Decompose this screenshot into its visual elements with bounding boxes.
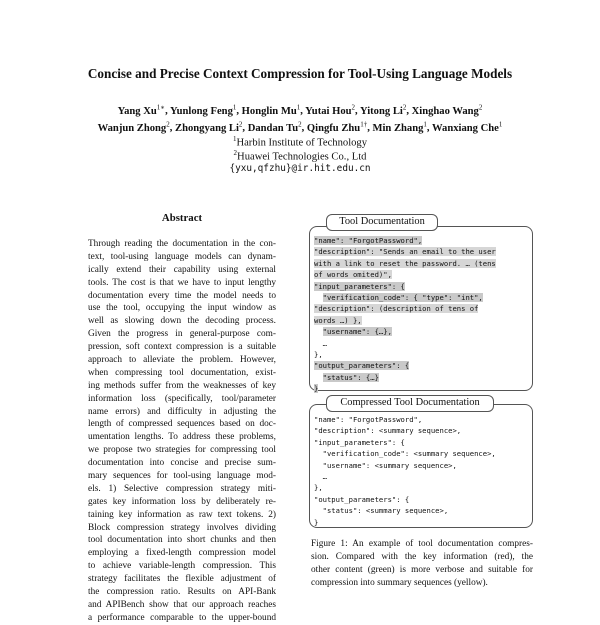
author — [175, 120, 243, 134]
compressed-code-line: } — [314, 517, 319, 527]
abstract-line: ing methods suffer from the weaknesses of key — [88, 380, 276, 391]
verbose-content-span: words …) }, — [314, 315, 362, 325]
compressed-code-line: … — [314, 471, 327, 481]
author — [241, 103, 301, 117]
code-span — [314, 293, 323, 302]
author-affiliation-marker: 2 — [238, 120, 243, 128]
paper-title: Concise and Precise Context Compression for Tool-Using Language Models — [87, 66, 513, 81]
abstract-line: employing a fixed-length compression model — [88, 548, 276, 559]
code-span — [314, 373, 323, 382]
author — [411, 103, 483, 117]
compressed-code-line: "username": <summary sequence>, — [314, 460, 457, 470]
abstract-line: the compression ratio. Results on API-Bank — [88, 587, 276, 598]
abstract-line: use the tool, occupying the input window as — [88, 303, 276, 314]
code-span: }, — [314, 349, 323, 359]
author-affiliation-marker: 1 — [498, 120, 503, 128]
author-name: Dandan Tu — [247, 122, 299, 134]
compressed-code-line: "verification_code": <summary sequence>, — [314, 449, 496, 459]
compressed-documentation-code — [314, 414, 496, 528]
author — [305, 103, 356, 117]
author-affiliation-marker: 2 — [478, 103, 483, 111]
verbose-content-span: of words omited)", — [314, 270, 392, 280]
author-name: Yunlong Feng — [169, 105, 233, 117]
author-affiliation-marker: 1 — [423, 120, 427, 128]
abstract-line: and APIBench show that our approach reaches — [88, 599, 276, 610]
key-info-span: "username": {…}, — [322, 327, 392, 337]
author — [372, 120, 427, 134]
caption-line: Figure 1: An example of tool documentation compres- — [311, 539, 533, 549]
author-affiliation-marker: 1 — [296, 103, 301, 111]
abstract-line: text, tool-using language models can dynam- — [88, 251, 276, 262]
abstract-heading: Abstract — [161, 212, 203, 224]
author — [247, 120, 302, 134]
code-span — [314, 327, 323, 336]
author-affiliation-marker: 2 — [298, 120, 302, 128]
abstract-line: tool documentation into short chunks and then — [88, 535, 276, 546]
abstract-body — [88, 238, 276, 625]
abstract-line: Given the progress in general-purpose com- — [88, 329, 276, 340]
abstract-line: name errors) and difficulty in adjusting the — [88, 406, 276, 417]
code-line — [314, 360, 496, 371]
affiliation-2-marker: 2 — [233, 149, 238, 157]
author — [306, 120, 368, 134]
code-line — [314, 292, 496, 303]
abstract-line: gates key information loss by deliberately re- — [88, 496, 276, 507]
abstract-line: els. 1) Selective compression strategy miti- — [88, 483, 276, 494]
author-name: Xinghao Wang — [411, 105, 479, 117]
key-info-span: "output_parameters": { — [314, 361, 410, 371]
abstract-line: we propose two strategies for compressing tool — [88, 445, 276, 456]
compressed-code-line: "input_parameters": { — [314, 437, 405, 447]
abstract-line: Through reading the documentation in the con- — [88, 239, 276, 249]
author-name: Wanjun Zhong — [97, 122, 167, 134]
abstract-line: mary sequences for tool-using language mod- — [88, 471, 276, 482]
code-line — [314, 235, 496, 246]
abstract-line: length of compressed sequences based on doc- — [88, 419, 276, 430]
code-line — [314, 372, 496, 383]
figure-caption — [311, 538, 533, 590]
author-affiliation-marker: 1∗ — [156, 103, 166, 111]
author — [97, 120, 170, 134]
caption-line: other content (green) is more verbose and suitable for — [311, 564, 533, 575]
author-name: Honglin Mu — [241, 105, 297, 117]
author — [359, 103, 407, 117]
affiliation-1 — [0, 135, 600, 149]
abstract-line: to achieve variable-length compression. This — [88, 561, 276, 572]
code-line — [314, 258, 496, 269]
abstract-line: umentation lengths. To address these problems, — [88, 432, 276, 443]
author-affiliation-marker: 2 — [166, 120, 170, 128]
abstract-line: tools. The cost is that we have to input lengthy — [88, 277, 276, 288]
key-info-span: "input_parameters": { — [314, 281, 405, 291]
tool-documentation-title: Tool Documentation — [326, 214, 438, 231]
key-info-span: } — [314, 384, 319, 394]
author — [169, 103, 237, 117]
abstract-line: well as slowing down the decoding process. — [88, 316, 276, 327]
author — [432, 120, 503, 134]
abstract-line: approach to alleviate the problem. However, — [88, 355, 276, 366]
author-name: Wanxiang Che — [432, 122, 499, 134]
author-affiliation-marker: 1 — [232, 103, 237, 111]
abstract-line: pression, soft context compression is a suitable — [88, 342, 276, 353]
affiliation-1-text: Harbin Institute of Technology — [236, 137, 368, 149]
key-info-span: "status": {…} — [322, 372, 379, 382]
code-line — [314, 303, 496, 314]
key-info-span: "name": "ForgotPassword", — [314, 236, 423, 245]
abstract-line: when compressing tool documentation, exist- — [88, 367, 276, 378]
author-name: Zhongyang Li — [175, 122, 239, 134]
compressed-code-line: "status": <summary sequence>, — [314, 506, 449, 516]
code-line — [314, 349, 496, 360]
author-affiliation-marker: 2 — [351, 103, 356, 111]
abstract-line: ically extend their capability using external — [88, 264, 276, 275]
code-line — [314, 338, 496, 349]
author-affiliation-marker: 2 — [402, 103, 407, 111]
code-line — [314, 269, 496, 280]
author-name: Yang Xu — [117, 105, 157, 117]
abstract-line: strategy facilitates the flexible adjustment of — [88, 574, 276, 585]
code-line — [314, 326, 496, 337]
affiliation-1-marker: 1 — [232, 135, 237, 143]
compressed-code-line: "description": <summary sequence>, — [314, 426, 462, 436]
verbose-content-span: "description": (description of tens of — [314, 304, 479, 314]
author-email: {yxu,qfzhu}@ir.hit.edu.cn — [229, 163, 371, 174]
compressed-code-line: }, — [314, 483, 323, 493]
compressed-code-line: "name": "ForgotPassword", — [314, 415, 423, 424]
verbose-content-span: with a link to reset the password. … (tens — [314, 258, 496, 268]
caption-line: sion. Compared with the key information (red), the — [311, 551, 533, 562]
code-span: … — [314, 338, 327, 348]
code-line — [314, 315, 496, 326]
compressed-documentation-title: Compressed Tool Documentation — [326, 395, 494, 412]
author-name: Qingfu Zhu — [306, 122, 361, 134]
abstract-line: documentation every time the model needs to — [88, 290, 276, 301]
compressed-code-line: "output_parameters": { — [314, 494, 410, 504]
abstract-line: information loss (specifically, tool/parameter — [88, 393, 276, 404]
tool-documentation-code — [314, 235, 496, 394]
key-info-span: "verification_code": { "type": "int", — [322, 292, 483, 302]
abstract-line: taining key information as raw text tokens. 2) — [88, 509, 276, 520]
author-name: Yutai Hou — [305, 105, 352, 117]
abstract-line: Block compression strategy involves dividing — [88, 522, 276, 533]
abstract-line: documentation into concise and precise sum- — [88, 458, 276, 469]
author-name: Min Zhang — [372, 122, 424, 134]
code-line — [314, 281, 496, 292]
abstract-line: a performance comparable to the upper-bound — [88, 612, 276, 623]
author-list-line-1: Yang $Xu^{1∗}$, Yunlong Feng$^1$, Honglin Mu$^1$, Yutai Hou$^2$, Yitong Li$^2$, Xinghao Wang$^2$ — [117, 103, 483, 117]
author-list-line-2: Wanjun Zhong$^2$, Zhongyang Li$^2$, Dandan Tu$^2$, Qingfu Zhu$^{1\dagger}$, Min Zhang$^1$, Wanxiang Che$^1$ — [97, 120, 503, 134]
verbose-content-span: "description": "Sends an email to the user — [314, 247, 496, 257]
author — [117, 103, 166, 117]
code-line — [314, 246, 496, 257]
author-affiliation-marker: 1† — [360, 120, 368, 128]
affiliation-2 — [0, 149, 600, 163]
caption-line: compression into summary sequences (yellow). — [311, 577, 488, 588]
code-line — [314, 383, 496, 394]
author-name: Yitong Li — [359, 105, 403, 117]
affiliation-2-text: Huawei Technologies Co., Ltd — [237, 151, 367, 163]
